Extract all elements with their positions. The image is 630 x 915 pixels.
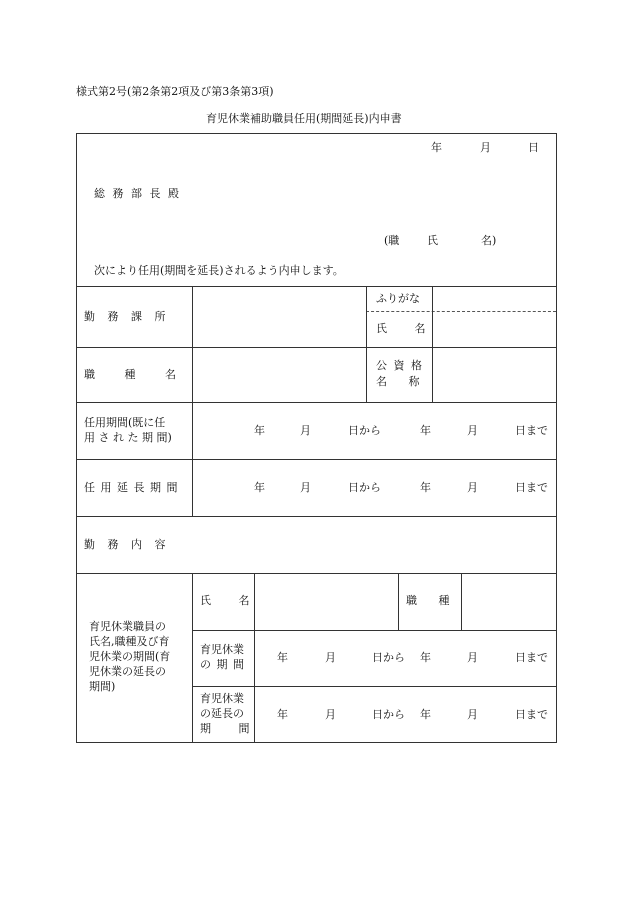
leave-extension-label-line1: 育児休業 <box>200 692 244 705</box>
addressee: 総 務 部 長 殿 <box>94 187 179 200</box>
form-number: 様式第2号(第2条第2項及び第3条第3項) <box>76 85 274 98</box>
period3-to-year: 年 <box>420 651 431 664</box>
period1-to-day: 日まで <box>515 424 548 437</box>
furigana-label: ふりがな <box>376 292 420 305</box>
period3-to-month: 月 <box>467 651 478 664</box>
leave-period-label-line2: の 期 間 <box>200 658 244 671</box>
date-year: 年 <box>431 141 442 154</box>
period1-from-day: 日から <box>348 424 381 437</box>
period2-from-year: 年 <box>254 481 265 494</box>
signature-name: 氏 <box>427 234 438 247</box>
leave-staff-label-line4: 児休業の延長の <box>89 665 166 678</box>
qualification-label-line1: 公 資 格 <box>376 359 422 372</box>
leave-period-label-line1: 育児休業 <box>200 643 244 656</box>
period2-to-day: 日まで <box>515 481 548 494</box>
period2-from-day: 日から <box>348 481 381 494</box>
staff-name-label: 氏 名 <box>200 594 250 607</box>
duties-label: 勤 務 内 容 <box>84 538 166 551</box>
period2-to-month: 月 <box>467 481 478 494</box>
leave-extension-label-line2: の延長の <box>200 707 244 720</box>
job-type-label: 職 種 名 <box>84 368 176 381</box>
appointment-period-label-line1: 任用期間(既に任 <box>84 416 166 429</box>
period3-from-year: 年 <box>277 651 288 664</box>
signature-open: (職 <box>384 234 400 247</box>
period1-from-month: 月 <box>300 424 311 437</box>
staff-job-label: 職 種 <box>406 594 450 607</box>
period3-to-day: 日まで <box>515 651 548 664</box>
period4-to-month: 月 <box>467 708 478 721</box>
signature-close: 名) <box>481 234 497 247</box>
form-title: 育児休業補助職員任用(期間延長)内申書 <box>206 112 402 125</box>
leave-staff-label-line3: 児休業の期間(育 <box>89 650 171 663</box>
statement: 次により任用(期間を延長)されるよう内申します。 <box>94 264 344 277</box>
extension-period-label: 任 用 延 長 期 間 <box>84 481 178 494</box>
period1-from-year: 年 <box>254 424 265 437</box>
date-month: 月 <box>480 141 491 154</box>
period2-from-month: 月 <box>300 481 311 494</box>
period3-from-month: 月 <box>325 651 336 664</box>
period4-from-day: 日から <box>372 708 405 721</box>
leave-staff-label-line5: 期間) <box>89 680 116 693</box>
date-day: 日 <box>528 141 539 154</box>
name-label: 氏 名 <box>376 322 426 335</box>
appointment-period-label-line2: 用 さ れ た 期 間) <box>84 431 172 444</box>
leave-extension-label-line3: 期 間 <box>200 722 250 735</box>
qualification-label-line2: 名 称 <box>376 375 420 388</box>
period4-to-day: 日まで <box>515 708 548 721</box>
period2-to-year: 年 <box>420 481 431 494</box>
leave-staff-label-line2: 氏名,職種及び育 <box>89 635 170 648</box>
period4-from-month: 月 <box>325 708 336 721</box>
period1-to-month: 月 <box>467 424 478 437</box>
period4-to-year: 年 <box>420 708 431 721</box>
period1-to-year: 年 <box>420 424 431 437</box>
leave-staff-label-line1: 育児休業職員の <box>89 620 166 633</box>
period4-from-year: 年 <box>277 708 288 721</box>
period3-from-day: 日から <box>372 651 405 664</box>
work-section-label: 勤 務 課 所 <box>84 310 166 323</box>
